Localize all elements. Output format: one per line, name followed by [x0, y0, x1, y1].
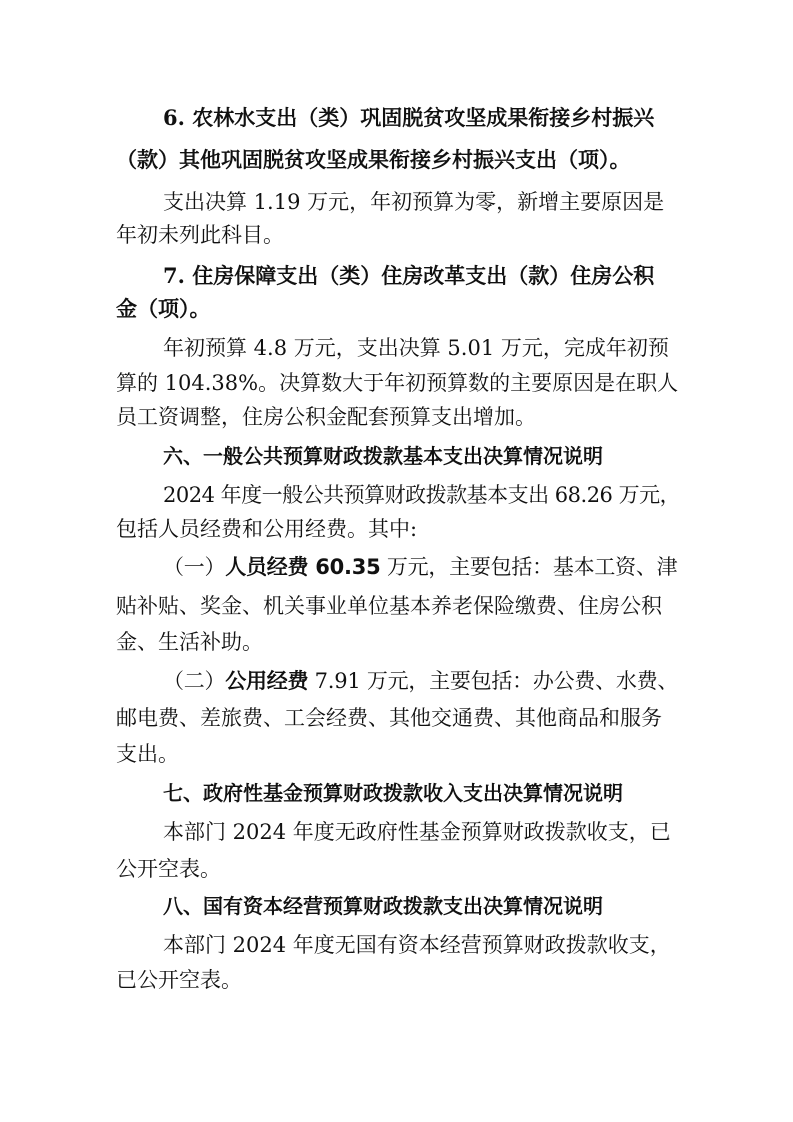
p6-line-1: 2024 年度一般公共预算财政拨款基本支出 68.26 万元，: [163, 483, 681, 507]
s6-title-line-1: 6. 农林水支出（类）巩固脱贫攻坚成果衔接乡村振兴: [163, 105, 655, 130]
s7-body-line-2: 算的 104.38%。决算数大于年初预算数的主要原因是在职人: [116, 371, 679, 395]
s6-body-line-1: 支出决算 1.19 万元，年初预算为零，新增主要原因是: [163, 190, 665, 214]
public-cost-label: 公用经费: [225, 669, 309, 693]
p6a-line-1: [163, 553, 677, 581]
p6a-line-3: 金、生活补助。: [116, 630, 263, 654]
section-8-heading: 八、国有资本经营预算财政拨款支出决算情况说明: [163, 894, 603, 918]
p6b-lead: （二）: [163, 669, 226, 693]
p8-line-1: 本部门 2024 年度无国有资本经营预算财政拨款收支，: [163, 933, 671, 957]
s6-title-line-2: （款）其他巩固脱贫攻坚成果衔接乡村振兴支出（项）。: [116, 147, 631, 172]
s7-title-line-1: 7. 住房保障支出（类）住房改革支出（款）住房公积: [163, 263, 655, 288]
s7-body-line-3: 员工资调整，住房公积金配套预算支出增加。: [116, 405, 536, 429]
p6-line-2: 包括人员经费和公用经费。其中:: [116, 517, 418, 541]
p6b-rest: 7.91 万元，主要包括：办公费、水费、: [308, 669, 679, 693]
p8-line-2: 已公开空表。: [116, 968, 242, 992]
p6a-rest: 万元，主要包括：基本工资、津: [380, 555, 678, 579]
p6b-line-1: [163, 667, 678, 695]
s7-title-line-2: 金（项）。: [116, 296, 211, 321]
p6b-line-2: 邮电费、差旅费、工会经费、其他交通费、其他商品和服务: [116, 706, 662, 730]
section-7-heading: 七、政府性基金预算财政拨款收入支出决算情况说明: [163, 781, 623, 805]
p7-line-2: 公开空表。: [116, 857, 221, 881]
p6a-line-2: 贴补贴、奖金、机关事业单位基本养老保险缴费、住房公积: [116, 594, 662, 618]
s7-body-line-1: 年初预算 4.8 万元，支出决算 5.01 万元，完成年初预: [163, 336, 669, 360]
personnel-cost-label: 人员经费 60.35: [225, 555, 381, 579]
p6a-lead: （一）: [163, 555, 226, 579]
section-6-heading: 六、一般公共预算财政拨款基本支出决算情况说明: [163, 444, 603, 468]
p7-line-1: 本部门 2024 年度无政府性基金预算财政拨款收支，已: [163, 820, 671, 844]
p6b-line-3: 支出。: [116, 742, 179, 766]
s6-body-line-2: 年初未列此科目。: [116, 223, 284, 247]
